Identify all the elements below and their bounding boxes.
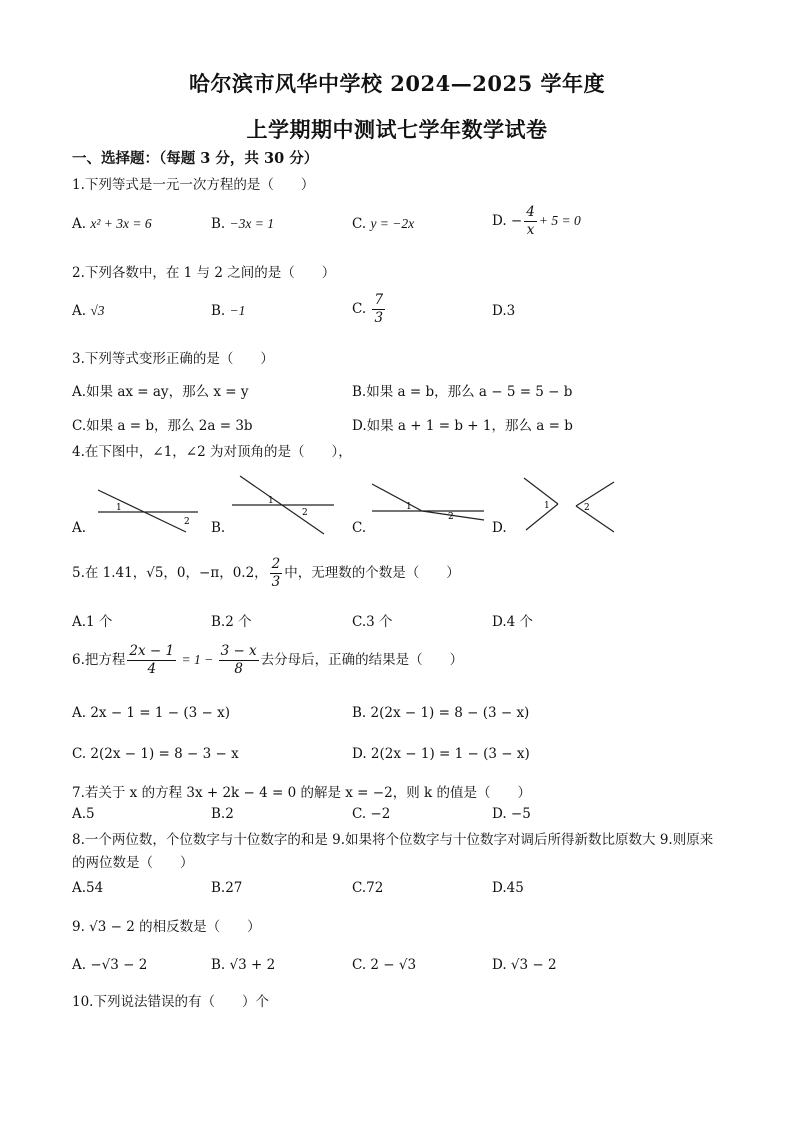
question-3-option-d: D.如果 a + 1 = b + 1，那么 a = b (352, 418, 573, 434)
figure-a-angles (92, 484, 202, 536)
question-3-option-b: B.如果 a = b，那么 a − 5 = 5 − b (352, 384, 573, 400)
question-6-option-a: A. 2x − 1 = 1 − (3 − x) (72, 705, 231, 721)
question-1-option-c: C. y = −2x (352, 216, 415, 232)
question-6-option-c: C. 2(2x − 1) = 8 − 3 − x (72, 746, 239, 762)
question-9-option-a: A. −√3 − 2 (72, 957, 148, 973)
question-10-stem: 10.下列说法错误的有（ ）个 (72, 994, 269, 1010)
question-7-option-d: D. −5 (492, 806, 531, 822)
question-4-option-d: D. (492, 520, 507, 536)
question-4-option-b: B. (211, 520, 226, 536)
question-4-option-a: A. (72, 520, 87, 536)
question-7-option-b: B.2 (211, 806, 234, 822)
question-5-option-a: A.1 个 (72, 614, 113, 630)
question-8-option-c: C.72 (352, 880, 384, 896)
question-7-option-c: C. −2 (352, 806, 391, 822)
section-heading: 一、选择题：（每题 3 分，共 30 分） (72, 150, 319, 167)
question-6-stem: 6.把方程 $\frac{2x - 1}{4}$ = 1 − $\frac{3 - x}{8}$ 去分母后，正确的结果是（ ） (72, 643, 464, 677)
question-5-option-c: C.3 个 (352, 614, 393, 630)
figure-c-angle-1-label: 1 (406, 502, 412, 512)
question-9-option-d: D. √3 − 2 (492, 957, 557, 973)
exam-title-line2: 上学期期中测试七学年数学试卷 (246, 117, 548, 142)
figure-a-angle-1-label: 1 (116, 503, 122, 513)
question-8-option-d: D.45 (492, 880, 524, 896)
figure-b-angle-2-label: 2 (302, 508, 308, 518)
figure-d-angle-2-label: 2 (584, 503, 590, 513)
question-7-stem: 7.若关于 x 的方程 3x + 2k − 4 = 0 的解是 x = −2，则 k 的值是（ ） (72, 785, 531, 801)
question-2-option-c: C. $\frac{7}{3}$ (352, 292, 384, 326)
question-2-stem: 2.下列各数中，在 1 与 2 之间的是（ ） (72, 265, 336, 281)
figure-d-angle-1-label: 1 (544, 501, 550, 511)
question-8-stem: 8.一个两位数，个位数字与十位数字的和是 9.如果将个位数字与十位数字对调后所得新数比原数大 9.则原来的两位数是（ ） (72, 832, 714, 871)
question-5-option-b: B.2 个 (211, 614, 252, 630)
question-1-option-d: D. − $\frac{4}{x}$ + 5 = 0 (492, 204, 581, 238)
question-3-option-c: C.如果 a = b，那么 2a = 3b (72, 418, 253, 434)
question-1-option-b: B. −3x = 1 (211, 216, 274, 232)
question-8-option-a: A.54 (72, 880, 104, 896)
question-1-option-a: A. x² + 3x = 6 (72, 216, 152, 232)
question-8-option-b: B.27 (211, 880, 243, 896)
question-6-option-b: B. 2(2x − 1) = 8 − (3 − x) (352, 705, 530, 721)
figure-b-angle-1-label: 1 (268, 496, 274, 506)
question-2-option-d: D.3 (492, 303, 516, 319)
question-5-stem: 5.在 1.41，√5，0，−π，0.2， $\frac{2}{3}$ 中，无理数的个数是（ ） (72, 556, 460, 590)
figure-a-angle-2-label: 2 (184, 517, 190, 527)
exam-title-line1: 哈尔滨市风华中学校 2024—2025 学年度 (188, 71, 605, 96)
question-5-option-d: D.4 个 (492, 614, 534, 630)
question-7-option-a: A.5 (72, 806, 95, 822)
question-2-option-a: A. √3 (72, 303, 105, 319)
question-3-option-a: A.如果 ax = ay，那么 x = y (72, 384, 249, 400)
question-4-stem: 4.在下图中，∠1，∠2 为对顶角的是（ ）， (72, 444, 352, 460)
question-1-stem: 1.下列等式是一元一次方程的是（ ） (72, 177, 315, 193)
question-9-option-b: B. √3 + 2 (211, 957, 276, 973)
figure-c-angle-2-label: 2 (448, 512, 454, 522)
question-9-option-c: C. 2 − √3 (352, 957, 417, 973)
question-6-option-d: D. 2(2x − 1) = 1 − (3 − x) (352, 746, 530, 762)
figure-d-angles (520, 474, 620, 534)
question-4-option-c: C. (352, 520, 367, 536)
figure-c-angles (368, 480, 488, 522)
question-3-stem: 3.下列等式变形正确的是（ ） (72, 351, 274, 367)
figure-b-angles (228, 474, 338, 536)
question-9-stem: 9. √3 − 2 的相反数是（ ） (72, 919, 261, 935)
question-2-option-b: B. −1 (211, 303, 246, 319)
